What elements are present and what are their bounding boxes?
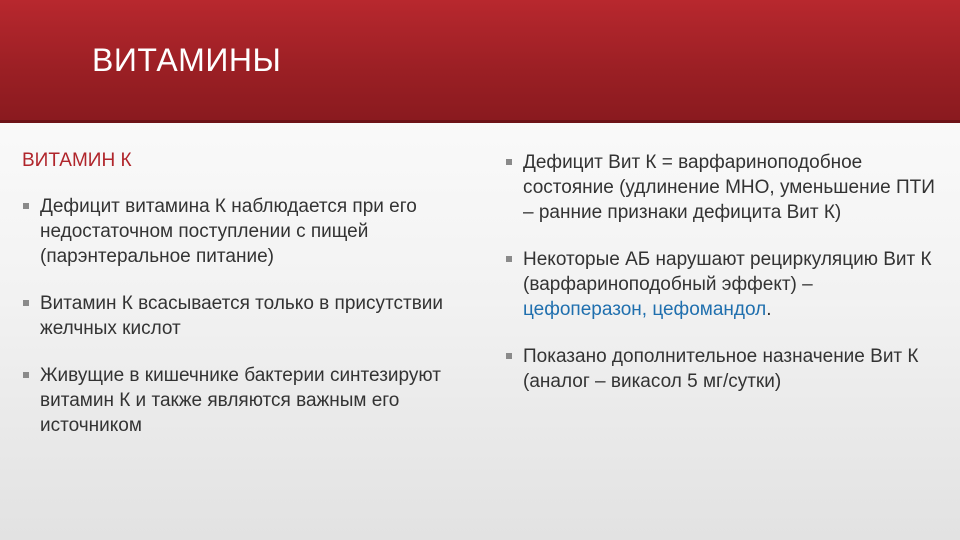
list-item — [505, 344, 935, 394]
right-bullet-list — [505, 150, 935, 394]
square-bullet-icon — [506, 353, 512, 359]
square-bullet-icon — [23, 300, 29, 306]
list-item — [505, 247, 935, 322]
square-bullet-icon — [506, 159, 512, 165]
title-banner — [0, 0, 960, 123]
slide-title: ВИТАМИНЫ — [92, 42, 282, 78]
bullet-text: Показано дополнительное назначение Вит К (аналог – викасол 5 мг/сутки) — [523, 346, 919, 392]
right-column — [505, 150, 935, 416]
section-subtitle: ВИТАМИН К — [22, 150, 132, 171]
square-bullet-icon — [506, 256, 512, 262]
highlighted-drugs: цефоперазон, цефомандол — [523, 299, 767, 320]
bullet-text: Дефицит Вит К = варфариноподобное состояние (удлинение МНО, уменьшение ПТИ – ранние признаки дефицита Вит К) — [523, 152, 935, 223]
bullet-tail: . — [766, 299, 772, 320]
bullet-text: Витамин К всасывается только в присутствии желчных кислот — [40, 293, 444, 339]
list-item — [505, 150, 935, 225]
bullet-text: Дефицит витамина К наблюдается при его недостаточном поступлении с пищей (парэнтеральное питание) — [40, 196, 417, 267]
left-bullet-list — [22, 194, 482, 438]
left-column — [22, 150, 482, 460]
bullet-text: Живущие в кишечнике бактерии синтезируют витамин К и также являются важным его источником — [40, 365, 441, 436]
list-item — [22, 194, 482, 269]
bullet-text: Некоторые АБ нарушают рециркуляцию Вит К (варфариноподобный эффект) – — [523, 249, 932, 295]
list-item — [22, 363, 482, 438]
square-bullet-icon — [23, 203, 29, 209]
list-item — [22, 291, 482, 341]
square-bullet-icon — [23, 372, 29, 378]
